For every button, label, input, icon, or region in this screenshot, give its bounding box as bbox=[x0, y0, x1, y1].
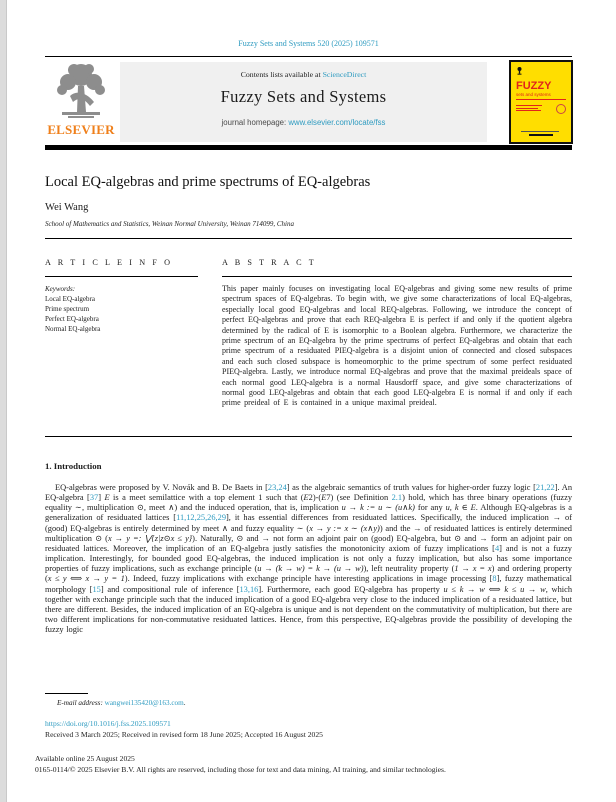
sciencedirect-link[interactable]: ScienceDirect bbox=[322, 70, 367, 79]
math-text: u ≤ k → w ⟺ k ≤ u → w bbox=[443, 584, 546, 594]
abstract-text: This paper mainly focuses on investigating local EQ-algebras and giving some new results of prime spectrum spaces of EQ-algebras. To begin with, we give some characterizations of local EQ-algebras, especially local good EQ-algebras and local REQ-algebras. Following, we introduce the concept of perfect EQ-algebras and prove that each REQ-algebra E is perfect if and only if the quotient algebra determined by the radical of E is isomorphic to a Boolean algebra. Furthermore, we characterize the prime spectrum of an EQ-algebra by the prime spectrums of perfect EQ-algebras and obtain that each prime spectrum of a residuated PIEQ-algebra is a disjoint union of connected and closed subspaces and each such closed subspace is homeomorphic to the prime spectrum of some perfect residuated PIEQ-algebra. Lastly, we introduce normal EQ-algebras and prove that the maximal preideals space of each normal good LEQ-algebra is a normal Hausdorff space, and give some characterizations of normal good LEQ-algebras and obtain that each good LEQ-algebra E is normal if and only if each prime preideal of E is contained in a unique maximal preideal. bbox=[222, 284, 572, 408]
copyright-line: 0165-0114/© 2025 Elsevier B.V. All rights are reserved, including those for text and data mining, AI training, and similar technologies. bbox=[35, 765, 446, 774]
contents-prefix: Contents lists available at bbox=[240, 70, 323, 79]
citation-link[interactable]: 15 bbox=[92, 584, 101, 594]
elsevier-wordmark: ELSEVIER bbox=[47, 122, 115, 137]
footnote-rule bbox=[45, 693, 88, 694]
affiliation: School of Mathematics and Statistics, Weinan Normal University, Weinan 714099, China bbox=[45, 220, 294, 228]
body-text: . Although EQ-algebras is a generalization of residuated lattices [ bbox=[45, 503, 572, 523]
article-info-column bbox=[45, 258, 198, 334]
introduction-paragraph bbox=[45, 483, 572, 635]
journal-cover-thumbnail[interactable] bbox=[509, 60, 573, 144]
math-text: x → y := x ∼ (x∧y) bbox=[309, 523, 380, 533]
body-text: ) and the → of residuated lattices is entirely determined multiplication ⊙ ( bbox=[45, 523, 572, 543]
introduction-heading: 1. Introduction bbox=[45, 461, 102, 471]
body-text: ] and is not a fuzzy implication. Interestingly, for bounded good EQ-algebras, the induced implication is not only a fuzzy implication, but also has some importance properties of fuzzy implications, such as exchange principle ( bbox=[45, 543, 572, 574]
citation-link[interactable]: 8 bbox=[492, 574, 497, 584]
page-left-edge bbox=[0, 0, 7, 802]
body-text: ). Naturally, ⊙ and → not form an adjoint pair on (good) EQ-algebra, but ⊙ and → form an adjoint pair on residuated lattices. Moreover, the implication of an EQ-algebra justly satisfies the monotonicity axiom of fuzzy implications [ bbox=[45, 533, 573, 553]
keyword-item: Local EQ-algebra bbox=[45, 295, 95, 303]
abstract-rule bbox=[222, 276, 572, 277]
article-info-rule bbox=[45, 276, 198, 277]
top-citation[interactable]: Fuzzy Sets and Systems 520 (2025) 109571 bbox=[238, 39, 379, 48]
header-thick-divider bbox=[45, 145, 572, 150]
body-text: ], it has essential differences from residuated lattices. Specifically, the induced implication → of (good) EQ-algebras is entirely determined by meet ∧ and fuzzy equality ∼ ( bbox=[45, 513, 572, 533]
body-text: EQ-algebras were proposed by V. Novák and B. De Baets in [ bbox=[55, 483, 268, 492]
body-text: ], fuzzy mathematical morphology [ bbox=[45, 574, 572, 594]
doi-link[interactable]: https://doi.org/10.1016/j.fss.2025.109571 bbox=[45, 719, 171, 728]
math-text: E bbox=[303, 493, 309, 503]
math-text: u → k := u ∼ (u∧k) bbox=[341, 503, 415, 513]
citation-link[interactable]: 11,12,25,26,29 bbox=[176, 513, 227, 523]
journal-banner bbox=[120, 62, 487, 142]
keywords-label: Keywords: bbox=[45, 285, 76, 293]
keyword-item: Perfect EQ-algebra bbox=[45, 315, 99, 323]
title-divider bbox=[45, 238, 572, 239]
available-line: Available online 25 August 2025 bbox=[35, 754, 135, 763]
journal-title: Fuzzy Sets and Systems bbox=[220, 87, 387, 106]
math-text: 1 → x = x bbox=[454, 564, 492, 574]
body-text: ) hold, which has three binary operations (fuzzy equality ∼, multiplication ⊙, meet ∧) and the induced operation, that is, implication bbox=[45, 493, 573, 513]
abstract-heading: A B S T R A C T bbox=[222, 258, 317, 267]
math-text: u, k ∈ E bbox=[445, 503, 476, 513]
abstract-column bbox=[222, 258, 572, 409]
math-text: x → y =: ⋁{z|z⊙x ≤ y} bbox=[107, 533, 193, 543]
homepage-line bbox=[120, 118, 487, 127]
body-text: ) and ordering property ( bbox=[45, 564, 572, 584]
email-line bbox=[45, 699, 186, 707]
citation-link[interactable]: 23,24 bbox=[267, 483, 287, 492]
keyword-item: Normal EQ-algebra bbox=[45, 325, 101, 333]
body-text: ). Indeed, fuzzy implications with exchange principle have interesting applications in image processing [ bbox=[124, 574, 493, 584]
abstract-bottom-rule bbox=[45, 436, 572, 437]
body-text: ), left neutrality property ( bbox=[363, 564, 455, 574]
author-name: Wei Wang bbox=[45, 202, 89, 213]
cover-subtitle: sets and systems bbox=[516, 92, 551, 97]
elsevier-tree-icon bbox=[52, 62, 110, 124]
cover-rule bbox=[516, 99, 566, 100]
article-info-heading: A R T I C L E I N F O bbox=[45, 258, 173, 267]
citation-link[interactable]: 37 bbox=[89, 493, 99, 503]
elsevier-logo bbox=[45, 62, 117, 144]
cover-bottom-text bbox=[521, 131, 561, 136]
received-line: Received 3 March 2025; Received in revised form 18 June 2025; Accepted 16 August 2025 bbox=[45, 730, 323, 739]
homepage-prefix: journal homepage: bbox=[221, 118, 289, 127]
citation-link[interactable]: 13,16 bbox=[239, 584, 259, 594]
article-title: Local EQ-algebras and prime spectrums of EQ-algebras bbox=[45, 174, 371, 190]
top-rule bbox=[45, 56, 572, 57]
body-text: 7) (see Definition bbox=[326, 493, 392, 503]
math-text: E bbox=[321, 493, 327, 503]
body-text: , which together with exchange principle such that the induced implication of a good EQ-algebra very close to the induced implication of a residuated lattice, but there are different. Besides, the induced implication of an EQ-algebra is unique and is not dependent on the commutativity of multiplication, but there are two different implications for non-commutative residuated lattices. Hence, from this perspective, EQ-algebras provide the possibility of developing the fuzzy logic bbox=[45, 584, 573, 635]
math-text: x ≤ y ⟺ x → y = 1 bbox=[47, 574, 125, 584]
cover-microtext bbox=[516, 104, 566, 114]
body-text: 2)-( bbox=[308, 493, 322, 503]
body-text: is a meet semilattice with a top element 1 such that ( bbox=[109, 493, 304, 503]
email-link[interactable]: wangwei135420@163.com bbox=[104, 699, 184, 707]
keyword-item: Prime spectrum bbox=[45, 305, 90, 313]
citation-link[interactable]: 2.1 bbox=[391, 493, 403, 503]
body-text: ]. An EQ-algebra [ bbox=[45, 483, 573, 503]
body-text: ] bbox=[98, 493, 105, 503]
email-suffix: . bbox=[183, 699, 186, 707]
citation-link[interactable]: 4 bbox=[494, 543, 500, 553]
math-text: u → (k → w) = k → (u → w) bbox=[257, 564, 364, 574]
cover-elsevier-icon bbox=[516, 67, 523, 75]
math-text: E bbox=[104, 493, 110, 503]
citation-link[interactable]: 21,22 bbox=[535, 483, 555, 492]
homepage-link[interactable]: www.elsevier.com/locate/fss bbox=[288, 118, 386, 127]
body-text: ] and compositional rule of inference [ bbox=[100, 584, 240, 594]
body-text: ]. Furthermore, each good EQ-algebra has property bbox=[258, 584, 444, 594]
email-label: E-mail address: bbox=[57, 699, 103, 707]
contents-line bbox=[120, 70, 487, 79]
body-text: ] as the algebraic semantics of truth values for higher-order fuzzy logic [ bbox=[286, 483, 536, 492]
body-text: for any bbox=[414, 503, 446, 513]
cover-circle-emblem-icon bbox=[556, 104, 566, 114]
cover-title: FUZZY bbox=[516, 80, 552, 92]
keywords-list bbox=[45, 294, 198, 334]
